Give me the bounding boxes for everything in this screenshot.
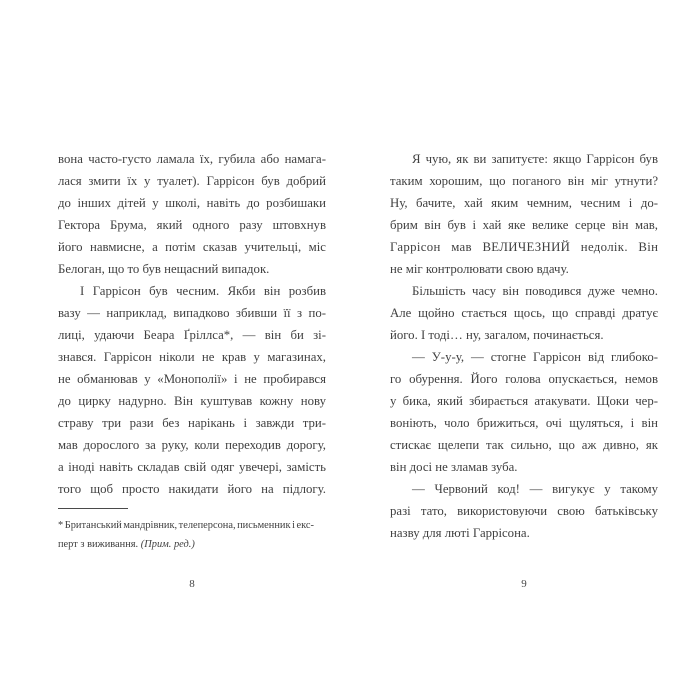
text-line: І Гаррісон був чесним. Якби він розбив bbox=[80, 284, 326, 298]
text-line: він досі не зламав зуба. bbox=[390, 460, 518, 474]
footnote bbox=[58, 508, 326, 554]
page-right bbox=[390, 148, 659, 590]
text-line: у бика, який збирається атакувати. Щоки чер- bbox=[390, 394, 658, 408]
text-line: брим він був і хай яке велике серце він мав, bbox=[390, 218, 658, 232]
page-number-left: 8 bbox=[189, 578, 195, 590]
text-line: до інших дітей у школі, навіть до розбишаки bbox=[58, 196, 326, 210]
text-line: воніють, чоло брижиться, очі щуляться, і він bbox=[390, 416, 658, 430]
text-line: вазу — наприклад, випадково збивши її з по- bbox=[58, 306, 326, 320]
text-line: таким хорошим, що поганого він міг утнути? bbox=[390, 174, 658, 188]
text-line: Гаррісон мав ВЕЛИЧЕЗНИЙ недолік. Він bbox=[390, 240, 659, 254]
text-line: Більшість часу він поводився дуже чемно. bbox=[412, 284, 658, 298]
text-line: мав дорослого за руку, коли переходив дорогу, bbox=[58, 438, 326, 452]
right-text-column bbox=[390, 148, 658, 544]
footnote-editor-note: (Прим. ред.) bbox=[140, 539, 195, 550]
text-line: страву три рази без нарікань і завжди три- bbox=[58, 416, 326, 430]
text-line: його навмисне, а потім сказав учительці, міс bbox=[58, 240, 326, 254]
text-line: — Червоний код! — вигукує у такому bbox=[412, 482, 658, 496]
text-line: до цирку надурно. Він куштував кожну нову bbox=[58, 394, 326, 408]
page-left bbox=[58, 148, 326, 590]
text-line: не міг контролювати свою вдачу. bbox=[390, 262, 569, 276]
text-line: — У-у-у, — стогне Гаррісон від глибоко- bbox=[412, 350, 658, 364]
text-line: го обурення. Його голова опускається, немов bbox=[390, 372, 658, 386]
text-line: знався. Гаррісон ніколи не крав у магазинах, bbox=[58, 350, 326, 364]
text-line: Гектора Брума, який одного разу штовхнув bbox=[58, 218, 326, 232]
text-line: не обманював у «Монополії» і не пробирався bbox=[58, 372, 326, 386]
text-line: його. І тоді… ну, загалом, починається. bbox=[390, 328, 604, 342]
text-line: того щоб просто накидати його на підлогу. bbox=[58, 482, 326, 496]
text-line: вона часто-густо ламала їх, губила або намага- bbox=[58, 152, 326, 166]
text-line: разі тато, використовуючи свою батьківську bbox=[390, 504, 658, 518]
footnote-line: * Британський мандрівник, телеперсона, письменник і екс- bbox=[58, 520, 314, 531]
text-line: Ну, бачите, хай яким чемним, чесним і до- bbox=[390, 196, 658, 210]
footnote-divider bbox=[58, 508, 128, 509]
text-line: Белоган, що то був нещасний випадок. bbox=[58, 262, 270, 276]
left-text-column bbox=[58, 148, 326, 500]
footnote-text: перт з виживання. bbox=[58, 539, 139, 550]
text-line: Але щойно стається щось, що справді дратує bbox=[390, 306, 658, 320]
text-line: стискає щелепи так сильно, що аж дивно, як bbox=[390, 438, 658, 452]
text-line: Я чую, як ви запитуєте: якщо Гаррісон був bbox=[412, 152, 658, 166]
page-number-right: 9 bbox=[521, 578, 527, 590]
text-line: лася змити їх у туалет). Гаррісон був добрий bbox=[58, 174, 326, 188]
text-line: а іноді навіть складав свій одяг увечері, замість bbox=[58, 460, 326, 474]
footnote-line bbox=[58, 535, 326, 554]
text-line: лиці, удаючи Беара Ґріллса*, — він би зі- bbox=[58, 328, 326, 342]
text-line: назву для люті Гаррісона. bbox=[390, 526, 530, 540]
